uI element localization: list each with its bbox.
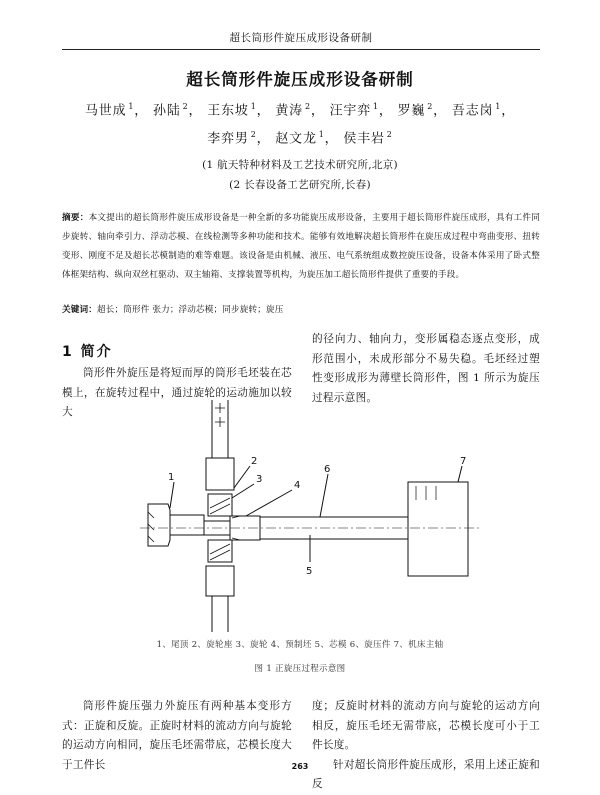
author-affil-mark: 2	[250, 130, 257, 139]
author-separator: ，	[188, 103, 203, 119]
figure-label: 2	[251, 456, 258, 467]
author-separator: ，	[256, 103, 271, 119]
section-title: 简介	[80, 344, 113, 360]
section-number: 1	[62, 344, 74, 360]
affiliation-2: (2 长春设备工艺研究所,长春)	[229, 179, 371, 191]
figure-legend: 1、尾顶 2、旋轮座 3、旋轮 4、预制坯 5、芯模 6、旋压件 7、机床主轴	[156, 640, 444, 650]
author: 罗巍	[397, 103, 426, 119]
roller-seat-bottom	[206, 566, 234, 596]
author-separator: ，	[324, 131, 339, 147]
affiliation-1: (1 航天特种材料及工艺技术研究所,北京)	[202, 159, 398, 171]
author-affil-mark: 1	[373, 102, 379, 111]
author: 孙陆	[153, 103, 181, 119]
tail-center-shaft	[170, 515, 204, 535]
author: 汪宇弈	[329, 103, 371, 119]
running-header: 超长筒形件旋压成形设备研制	[229, 32, 373, 44]
body-text-right-bottom-2: 针对超长筒形件旋压成形，采用上述正旋和反	[312, 758, 540, 790]
author-separator: ，	[433, 103, 447, 119]
author: 王东坡	[207, 103, 249, 119]
author-affil-mark: 2	[427, 102, 434, 111]
abstract	[62, 209, 540, 285]
workpiece	[260, 517, 412, 539]
author-affil-mark: 2	[386, 130, 393, 139]
machine-spindle	[408, 482, 468, 576]
body-paragraph-right-top: 的径向力、轴向力，变形属稳态逐点变形，成形范围小，未成形部分不易失稳。毛坯经过塑性变形成形为薄壁长筒形件，图 1 所示为旋压过程示意图。	[312, 333, 540, 404]
author-separator: ，	[501, 103, 515, 119]
body-paragraph-right-bottom	[312, 697, 540, 795]
header-rule	[62, 49, 540, 50]
authors-line-2	[60, 127, 540, 147]
figure-label: 3	[256, 474, 263, 485]
author-affil-mark: 1	[318, 130, 325, 139]
author: 黄涛	[275, 103, 303, 119]
author: 侯丰岩	[343, 131, 385, 147]
body-paragraph-left-top: 筒形件外旋压是将短而厚的筒形毛坯装在芯模上，在旋转过程中，通过旋轮的运动施加以较大	[62, 367, 292, 418]
figure-caption: 图 1 正旋压过程示意图	[254, 664, 346, 674]
author-affil-mark: 1	[495, 102, 502, 111]
author: 马世成	[85, 103, 127, 119]
figure-label: 4	[294, 480, 301, 491]
author-affil-mark: 2	[182, 102, 189, 111]
page-number: 263	[291, 762, 309, 771]
authors-line-1	[60, 99, 540, 119]
figure-label: 5	[306, 566, 313, 577]
figure-label: 6	[324, 464, 331, 475]
body-text-right-bottom-1: 度；反旋时材料的流动方向与旋轮的运动方向相反，旋压毛坯无需带底，芯模长度可小于工件长度。	[312, 700, 540, 751]
author-separator: ，	[378, 103, 393, 119]
author-separator: ，	[256, 131, 271, 147]
keywords-text: 超长；筒形件 张力；浮动芯模；同步旋转；旋压	[96, 305, 284, 315]
author-affil-mark: 1	[128, 102, 135, 111]
keywords-label: 关键词：	[62, 305, 97, 315]
author-separator: ，	[134, 103, 149, 119]
body-paragraph-left-bottom: 筒形件旋压强力外旋压有两种基本变形方式：正旋和反旋。正旋时材料的流动方向与旋轮的运动方向相同，旋压毛坯需带底，芯模长度大于工件长	[62, 700, 292, 771]
abstract-text: 本文提出的超长筒形件旋压成形设备是一种全新的多功能旋压成形设备，主要用于超长筒形件旋压成形，具有工件同步旋转、轴向牵引力、浮动芯模、在线检测等多种功能和技术。能够有效地解决超长筒形件在旋压成过程中弯曲变形、扭转变形、刚度不足及超长芯模制造的难等难题。该设备是由机械、液压、电气系统组成数控旋压设备，设备本体采用了卧式整体框架结构、纵向双丝杠驱动、双主轴箱、支撑装置等机构，为旋压加工超长筒形件提供了重要的手段。	[62, 213, 540, 280]
abstract-label: 摘要：	[62, 213, 89, 223]
keywords	[62, 303, 540, 315]
author-affil-mark: 2	[304, 102, 311, 111]
paper-title: 超长筒形件旋压成形设备研制	[186, 70, 414, 89]
author: 吾志岗	[451, 103, 494, 119]
figure-label: 1	[168, 472, 175, 483]
author-separator: ，	[310, 103, 325, 119]
roller-seat-top	[206, 458, 234, 490]
spinning-process-diagram	[140, 400, 480, 632]
author: 李弈男	[207, 131, 249, 147]
author: 赵文龙	[275, 131, 317, 147]
section-heading	[62, 341, 113, 361]
figure-label: 7	[460, 456, 467, 467]
author-affil-mark: 1	[250, 102, 257, 111]
